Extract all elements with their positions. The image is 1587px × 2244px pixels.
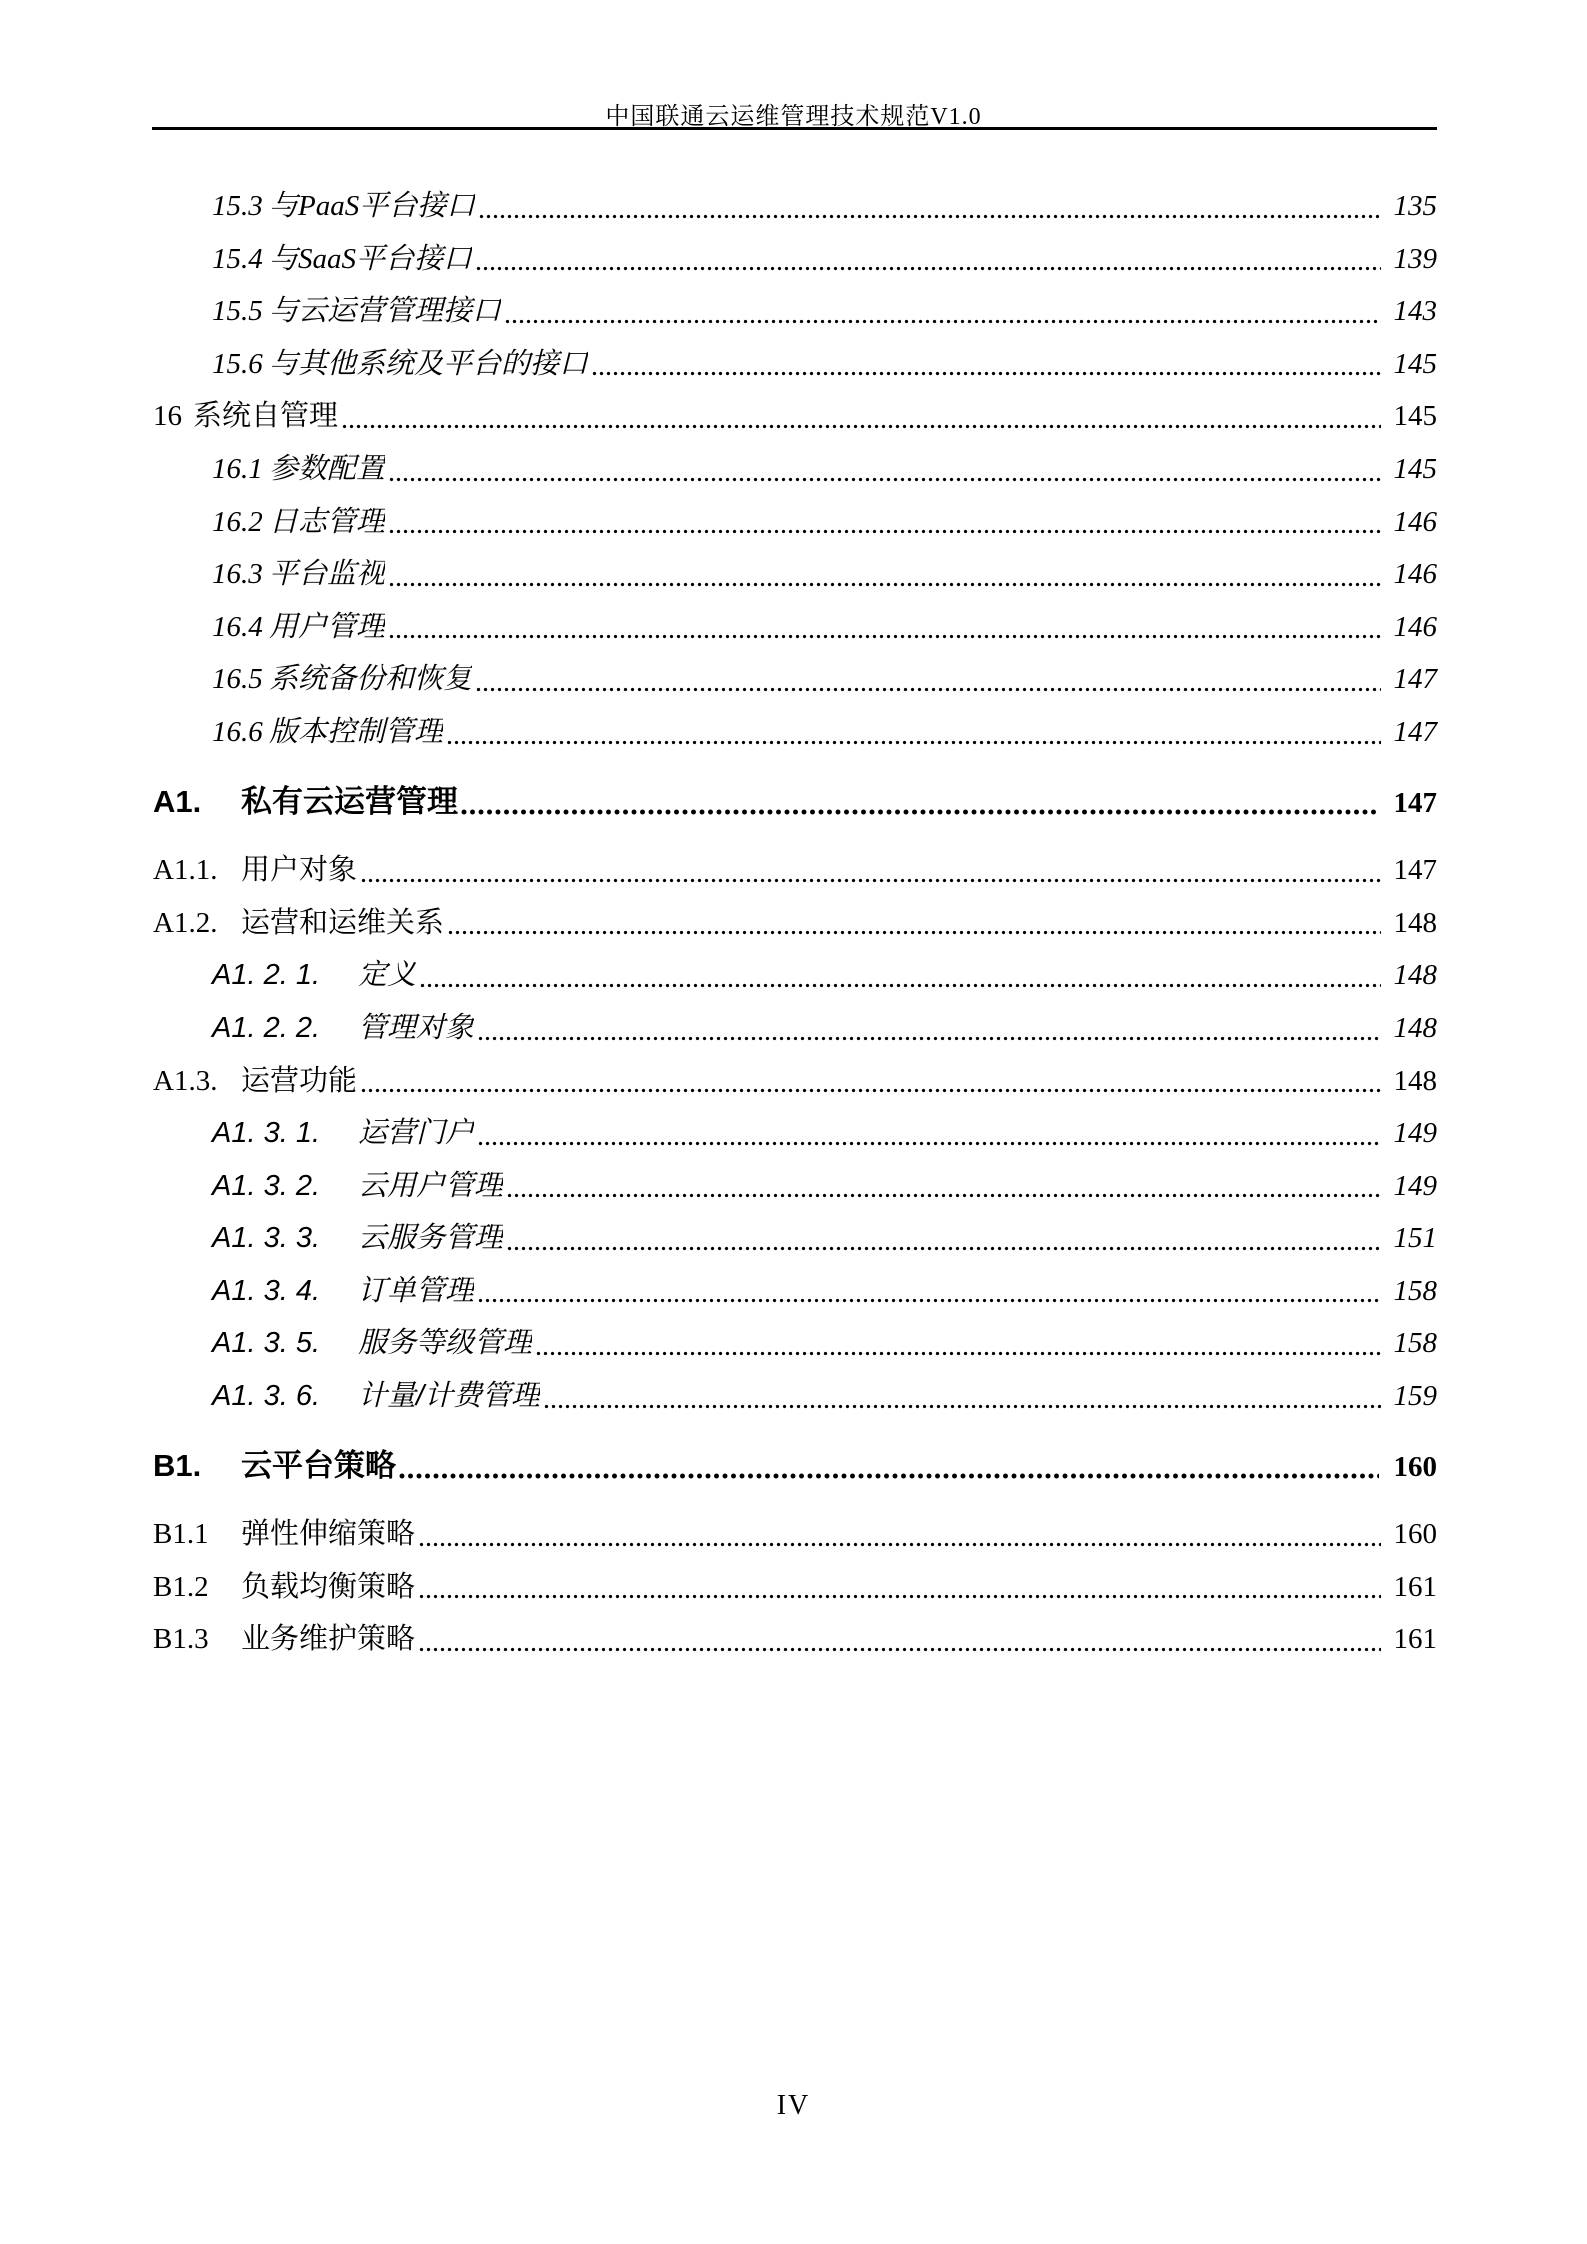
toc-entry-page: 148 <box>1393 906 1437 939</box>
toc-entry-page: 149 <box>1393 1117 1437 1150</box>
toc-entry-number: B1.1 <box>153 1518 209 1551</box>
footer-page-number: IV <box>776 2090 811 2121</box>
toc-entry-title: 私有云运营管理 <box>241 783 458 819</box>
toc-entry-page: 158 <box>1393 1274 1437 1307</box>
toc-entry-number: B1. <box>153 1447 202 1483</box>
toc-entry-number: A1. <box>153 783 202 819</box>
toc-leader-dots <box>416 949 1385 1002</box>
toc-entry-number: A1. 3. 6. <box>212 1380 321 1413</box>
toc-entry-title: 云服务管理 <box>358 1222 504 1255</box>
page-header <box>0 96 1587 131</box>
toc-entry-page: 148 <box>1393 959 1437 992</box>
toc-leader-dots <box>443 706 1385 759</box>
toc-entry-title: 系统备份和恢复 <box>269 663 473 696</box>
toc-entry <box>212 443 1437 496</box>
toc-entry-number: A1. 3. 1. <box>212 1117 321 1150</box>
toc-entry-page: 146 <box>1393 558 1437 591</box>
toc-entry-title: 业务维护策略 <box>241 1623 416 1656</box>
toc-entry <box>212 949 1437 1002</box>
toc-entry-number: 16.6 <box>212 715 263 748</box>
toc-entry-title: 与云运营管理接口 <box>269 295 502 328</box>
toc-leader-dots <box>475 180 1385 233</box>
toc-entry-title: 平台监视 <box>269 558 386 591</box>
toc-entry <box>212 1212 1437 1265</box>
toc-entry-page: 161 <box>1393 1623 1437 1656</box>
toc-entry-page: 145 <box>1393 347 1437 380</box>
toc-entry <box>153 776 1437 829</box>
toc-entry <box>212 285 1437 338</box>
toc-entry-number: 16 <box>153 400 182 433</box>
toc-entry-title: 负载均衡策略 <box>241 1570 416 1603</box>
toc-entry-page: 147 <box>1393 663 1437 696</box>
toc-entry-title: 计量/计费管理 <box>358 1380 541 1413</box>
toc-entry <box>153 1561 1437 1614</box>
toc-entry <box>212 1160 1437 1213</box>
toc-entry <box>212 601 1437 654</box>
toc-entry-number: A1.1. <box>153 854 218 887</box>
toc-entry-number: A1. 3. 4. <box>212 1274 321 1307</box>
toc-entry-title: 弹性伸缩策略 <box>241 1518 416 1551</box>
toc-entry-page: 147 <box>1393 786 1437 819</box>
toc-entry-page: 159 <box>1393 1380 1437 1413</box>
toc-entry-number: A1. 2. 1. <box>212 959 321 992</box>
toc-leader-dots <box>396 1440 1385 1493</box>
toc-entry-number: A1.3. <box>153 1064 218 1097</box>
toc-entry-page: 135 <box>1393 190 1437 222</box>
toc-entry-page: 160 <box>1393 1450 1437 1483</box>
toc-entry-title: 用户对象 <box>241 854 358 887</box>
toc-entry <box>212 1317 1437 1370</box>
toc-leader-dots <box>385 548 1385 601</box>
toc-leader-dots <box>385 496 1385 549</box>
toc-entry-number: 16.4 <box>212 610 263 643</box>
toc-leader-dots <box>385 601 1385 654</box>
toc-entry <box>153 390 1437 443</box>
toc-entry-page: 145 <box>1393 452 1437 485</box>
toc-entry-number: 16.2 <box>212 505 263 538</box>
toc-entry-page: 158 <box>1393 1327 1437 1360</box>
toc-entry <box>153 1440 1437 1493</box>
toc-entry-title: 定义 <box>358 959 417 992</box>
toc-leader-dots <box>357 844 1385 897</box>
toc-entry-title: 与其他系统及平台的接口 <box>269 347 589 380</box>
toc-entry <box>212 706 1437 759</box>
toc-entry-page: 143 <box>1393 295 1437 328</box>
header-rule <box>152 127 1437 130</box>
toc-entry-page: 160 <box>1393 1518 1437 1551</box>
toc-entry-page: 151 <box>1393 1222 1437 1255</box>
toc-entry-page: 139 <box>1393 242 1437 275</box>
toc-entry-page: 149 <box>1393 1169 1437 1202</box>
toc-entry-number: A1. 3. 3. <box>212 1222 321 1255</box>
toc-entry-title: 运营和运维关系 <box>241 906 445 939</box>
toc-entry <box>212 180 1437 233</box>
toc-entry-number: 16.5 <box>212 663 263 696</box>
toc-entry-title: 运营门户 <box>358 1117 475 1150</box>
toc-leader-dots <box>532 1317 1385 1370</box>
toc-leader-dots <box>474 1107 1385 1160</box>
toc-entry-title: 参数配置 <box>269 452 386 485</box>
toc-entry-title: 管理对象 <box>358 1011 475 1044</box>
toc-leader-dots <box>357 1055 1385 1108</box>
toc-leader-dots <box>338 390 1385 443</box>
toc-entry <box>212 496 1437 549</box>
toc-entry-title: 与SaaS平台接口 <box>269 242 473 275</box>
toc-entry-title: 运营功能 <box>241 1064 358 1097</box>
toc-leader-dots <box>503 1160 1385 1213</box>
toc-entry <box>212 1107 1437 1160</box>
toc-entry-number: 16.1 <box>212 452 263 485</box>
toc-leader-dots <box>472 653 1385 706</box>
toc-entry <box>153 1508 1437 1561</box>
toc-leader-dots <box>415 1561 1385 1614</box>
toc-entry-page: 148 <box>1393 1064 1437 1097</box>
toc-entry <box>212 1002 1437 1055</box>
toc-leader-dots <box>588 338 1385 391</box>
toc-entry-page: 145 <box>1393 400 1437 433</box>
toc-entry-number: 15.5 <box>212 295 263 328</box>
page-footer <box>0 2090 1587 2122</box>
toc-leader-dots <box>458 776 1385 829</box>
toc-leader-dots <box>415 1613 1385 1666</box>
toc-entry-number: A1. 3. 2. <box>212 1169 321 1202</box>
toc-entry-title: 云平台策略 <box>241 1447 396 1483</box>
toc-entry-number: 15.6 <box>212 347 263 380</box>
toc-entry-title: 用户管理 <box>269 610 386 643</box>
toc-leader-dots <box>503 1212 1385 1265</box>
toc-entry-title: 与PaaS平台接口 <box>269 190 476 222</box>
header-title: 中国联通云运维管理技术规范V1.0 <box>605 104 982 130</box>
toc-leader-dots <box>474 1265 1385 1318</box>
toc-entry-page: 161 <box>1393 1570 1437 1603</box>
toc-entry <box>212 548 1437 601</box>
toc-entry <box>212 233 1437 286</box>
toc-leader-dots <box>444 897 1385 950</box>
toc-entry-title: 版本控制管理 <box>269 715 444 748</box>
toc-entry-number: B1.2 <box>153 1570 209 1603</box>
toc-list <box>153 180 1437 1666</box>
toc-entry-number: A1. 3. 5. <box>212 1327 321 1360</box>
toc-entry-number: A1. 2. 2. <box>212 1011 321 1044</box>
toc-entry <box>153 897 1437 950</box>
toc-leader-dots <box>501 285 1385 338</box>
toc-entry <box>212 1265 1437 1318</box>
toc-entry <box>212 653 1437 706</box>
toc-entry <box>153 1055 1437 1108</box>
toc-entry <box>212 1370 1437 1423</box>
toc-entry-number: 16.3 <box>212 558 263 591</box>
toc-entry-title: 系统自管理 <box>193 400 339 433</box>
toc-leader-dots <box>472 233 1385 286</box>
toc-leader-dots <box>474 1002 1385 1055</box>
toc-entry-number: 15.4 <box>212 242 263 275</box>
toc-leader-dots <box>385 443 1385 496</box>
toc-entry-page: 147 <box>1393 715 1437 748</box>
toc-entry-page: 147 <box>1393 854 1437 887</box>
toc-entry <box>153 844 1437 897</box>
toc-entry-title: 日志管理 <box>269 505 386 538</box>
toc-entry-page: 146 <box>1393 610 1437 643</box>
toc-entry-number: B1.3 <box>153 1623 209 1656</box>
toc-entry-page: 146 <box>1393 505 1437 538</box>
toc-entry-title: 服务等级管理 <box>358 1327 533 1360</box>
toc-entry <box>212 338 1437 391</box>
toc-leader-dots <box>540 1370 1385 1423</box>
toc-entry-number: 15.3 <box>212 190 263 222</box>
toc-entry-title: 订单管理 <box>358 1274 475 1307</box>
toc-entry-page: 148 <box>1393 1011 1437 1044</box>
toc-leader-dots <box>415 1508 1385 1561</box>
toc-entry-title: 云用户管理 <box>358 1169 504 1202</box>
toc-entry-number: A1.2. <box>153 906 218 939</box>
toc-entry <box>153 1613 1437 1666</box>
